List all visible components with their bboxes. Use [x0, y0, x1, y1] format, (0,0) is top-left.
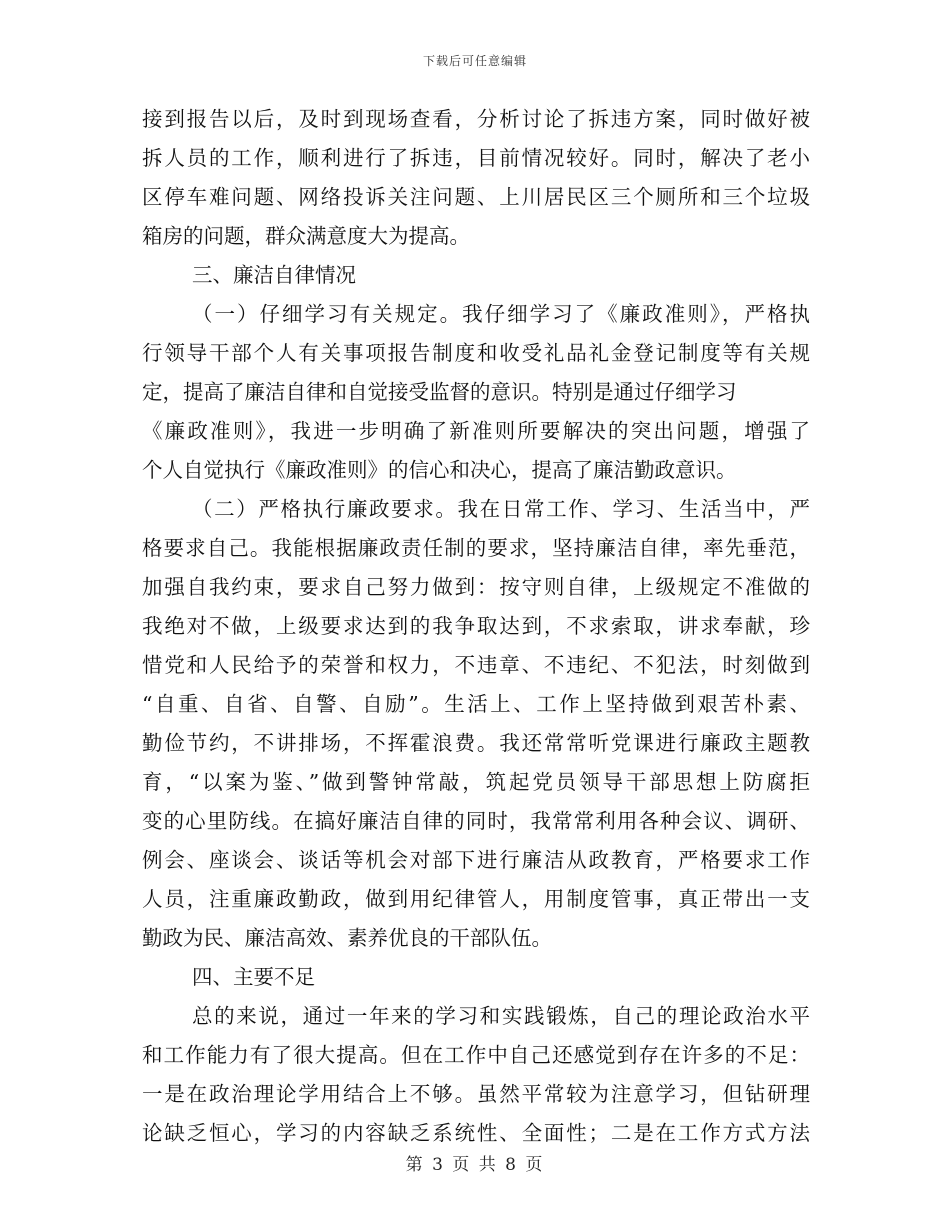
text-line: 个人自觉执行《廉政准则》的信心和决心，提高了廉洁勤政意识。: [142, 458, 737, 482]
text-line: 三、廉洁自律情况: [192, 263, 356, 287]
text-line: 定，提高了廉洁自律和自觉接受监督的意识。特别是通过仔细学习: [142, 380, 737, 404]
text-line: 区停车难问题、网络投诉关注问题、上川居民区三个厕所和三个垃圾: [142, 185, 810, 209]
text-line: 箱房的问题，群众满意度大为提高。: [142, 224, 470, 248]
text-line: 接到报告以后，及时到现场查看，分析讨论了拆违方案，同时做好被: [142, 107, 810, 131]
text-line: 变的心里防线。在搞好廉洁自律的同时，我常常利用各种会议、调研、: [142, 809, 810, 833]
text-line: （二）严格执行廉政要求。我在日常工作、学习、生活当中，严: [192, 497, 810, 521]
text-line: 勤政为民、廉洁高效、素养优良的干部队伍。: [142, 926, 552, 950]
text-line: （一）仔细学习有关规定。我仔细学习了《廉政准则》，严格执: [192, 302, 810, 326]
text-line: 一是在政治理论学用结合上不够。虽然平常较为注意学习，但钻研理: [142, 1082, 810, 1106]
text-line: 人员，注重廉政勤政，做到用纪律管人，用制度管事，真正带出一支: [142, 887, 810, 911]
document-body: [142, 100, 810, 1153]
text-line: “自重、自省、自警、自励”。生活上、工作上坚持做到艰苦朴素、: [142, 692, 810, 716]
text-line: 总的来说，通过一年来的学习和实践锻炼，自己的理论政治水平: [192, 1004, 810, 1028]
text-line: 四、主要不足: [192, 965, 315, 989]
text-line: 惜党和人民给予的荣誉和权力，不违章、不违纪、不犯法，时刻做到: [142, 653, 810, 677]
text-line: 我绝对不做，上级要求达到的我争取达到，不求索取，讲求奉献，珍: [142, 614, 810, 638]
text-line: 论缺乏恒心，学习的内容缺乏系统性、全面性；二是在工作方式方法: [142, 1121, 810, 1145]
page-number: 第 3 页 共 8 页: [405, 1155, 545, 1175]
text-line: 加强自我约束，要求自己努力做到：按守则自律，上级规定不准做的: [142, 575, 810, 599]
text-line: 格要求自己。我能根据廉政责任制的要求，坚持廉洁自律，率先垂范，: [142, 536, 810, 560]
text-line: 育，“以案为鉴、”做到警钟常敲，筑起党员领导干部思想上防腐拒: [142, 770, 810, 794]
text-line: 勤俭节约，不讲排场，不挥霍浪费。我还常常听党课进行廉政主题教: [142, 731, 810, 755]
text-line: 和工作能力有了很大提高。但在工作中自己还感觉到存在许多的不足：: [142, 1043, 810, 1067]
text-line: 《廉政准则》，我进一步明确了新准则所要解决的突出问题，增强了: [142, 419, 810, 443]
page-header-note: 下载后可任意编辑: [422, 54, 527, 68]
text-line: 例会、座谈会、谈话等机会对部下进行廉洁从政教育，严格要求工作: [142, 848, 810, 872]
text-line: 行领导干部个人有关事项报告制度和收受礼品礼金登记制度等有关规: [142, 341, 810, 365]
text-line: 拆人员的工作，顺利进行了拆违，目前情况较好。同时，解决了老小: [142, 146, 810, 170]
